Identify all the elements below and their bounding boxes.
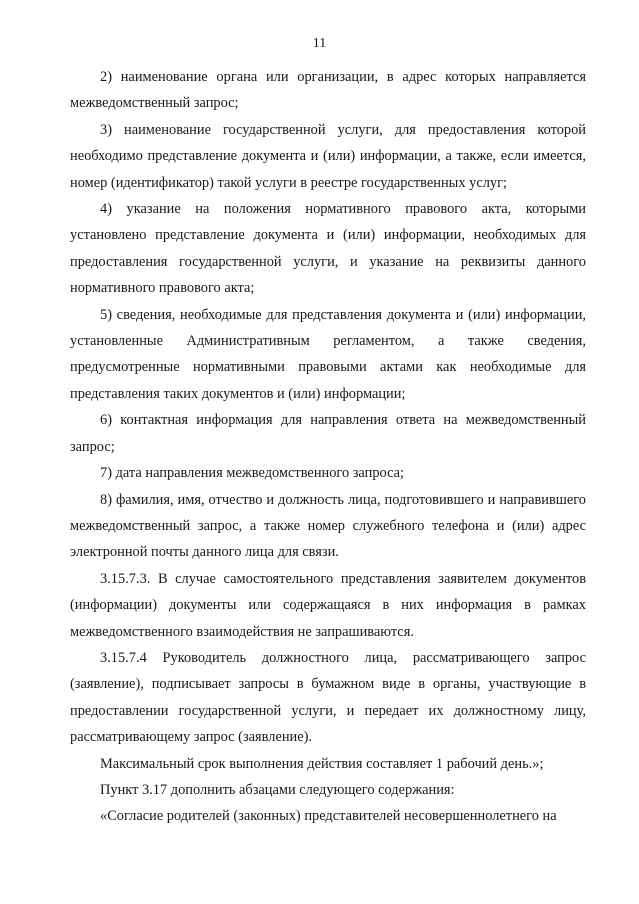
- paragraph-item-2: 2) наименование органа или организации, в адрес которых направляется межведомственный запрос;: [70, 69, 586, 112]
- page-number: 11: [312, 36, 327, 51]
- paragraph-point-3-17: Пункт 3.17 дополнить абзацами следующего содержания:: [100, 781, 455, 798]
- paragraph-3-15-7-4: 3.15.7.4 Руководитель должностного лица, рассматривающего запрос (заявление), подписывает запросы в бумажном виде в органы, участвующие в предоставлении государственной услуги, и передает их должностному лицу, рассматривающему запрос (заявление).: [70, 649, 586, 746]
- paragraph-item-8: 8) фамилия, имя, отчество и должность лица, подготовившего и направившего межведомственный запрос, а также номер служебного телефона и (или) адрес электронной почты данного лица для связи.: [70, 491, 586, 561]
- paragraph-item-4: 4) указание на положения нормативного правового акта, которыми установлено представление документа и (или) информации, необходимых для предоставления государственной услуги, и указание на реквизиты данного нормативного правового акта;: [70, 201, 586, 297]
- paragraph-item-7: 7) дата направления межведомственного запроса;: [100, 465, 405, 482]
- paragraph-item-6: 6) контактная информация для направления ответа на межведомственный запрос;: [70, 412, 586, 455]
- document-body: [70, 64, 586, 830]
- paragraph-max-duration: Максимальный срок выполнения действия составляет 1 рабочий день.»;: [100, 755, 544, 772]
- paragraph-consent-start: «Согласие родителей (законных) представителей несовершеннолетнего на: [100, 808, 557, 825]
- paragraph-item-3: 3) наименование государственной услуги, для предоставления которой необходимо представление документа и (или) информации, а также, если имеется, номер (идентификатор) такой услуги в реестре государственных услуг;: [70, 121, 586, 191]
- paragraph-3-15-7-3: 3.15.7.3. В случае самостоятельного представления заявителем документов (информации) документы или содержащаяся в них информация в рамках межведомственного взаимодействия не запрашиваются.: [70, 570, 586, 640]
- paragraph-item-5: 5) сведения, необходимые для представления документа и (или) информации, установленные Административным регламентом, а также сведения, предусмотренные нормативными правовыми актами как необходимые для представления таких документов и (или) информации;: [70, 306, 586, 402]
